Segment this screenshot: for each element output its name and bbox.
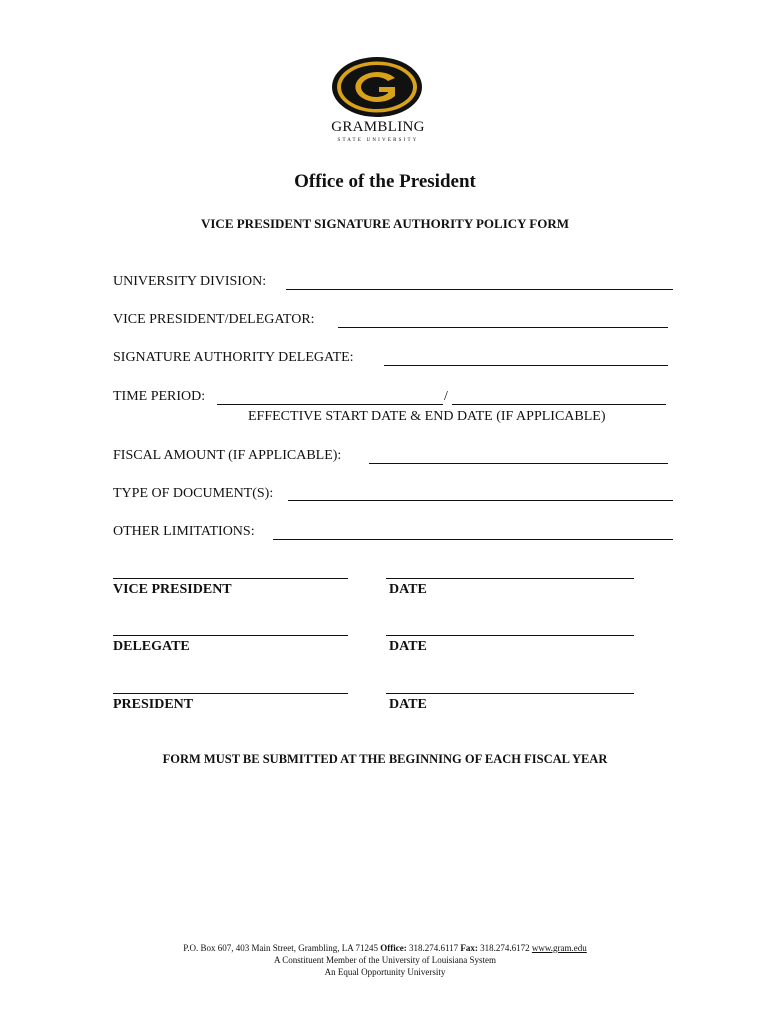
time-separator: / xyxy=(444,389,448,404)
submission-notice: FORM MUST BE SUBMITTED AT THE BEGINNING OF EACH FISCAL YEAR xyxy=(162,752,608,766)
footer-contact xyxy=(0,943,770,953)
footer-website-link[interactable]: www.gram.edu xyxy=(531,943,587,953)
president-date-line[interactable] xyxy=(386,693,634,694)
delegate-signature-line[interactable] xyxy=(113,635,348,636)
footer-address: P.O. Box 607, 403 Main Street, Grambling, LA 71245 xyxy=(183,943,378,953)
wordmark-subtitle: STATE UNIVERSITY xyxy=(337,138,419,143)
university-division-line[interactable] xyxy=(286,289,673,290)
president-label: PRESIDENT xyxy=(113,697,194,712)
start-date-line[interactable] xyxy=(217,404,443,405)
document-types-label: TYPE OF DOCUMENT(S): xyxy=(113,486,274,501)
footer-line-2: A Constituent Member of the University of Louisiana System xyxy=(274,955,496,965)
vp-delegator-line[interactable] xyxy=(338,327,668,328)
vice-president-date-label: DATE xyxy=(389,582,427,597)
wordmark: GRAMBLING xyxy=(331,119,425,135)
office-title: Office of the President xyxy=(294,171,476,192)
footer-office-label: Office: xyxy=(380,943,407,953)
footer-fax-label: Fax: xyxy=(460,943,478,953)
footer-office-phone: 318.274.6117 xyxy=(408,943,459,953)
delegate-label: DELEGATE xyxy=(113,639,190,654)
vice-president-label: VICE PRESIDENT xyxy=(113,582,232,597)
end-date-line[interactable] xyxy=(452,404,666,405)
time-period-label: TIME PERIOD: xyxy=(113,389,206,404)
footer-fax-phone: 318.274.6172 xyxy=(480,943,530,953)
signature-delegate-label: SIGNATURE AUTHORITY DELEGATE: xyxy=(113,350,354,365)
university-division-label: UNIVERSITY DIVISION: xyxy=(113,274,267,289)
fiscal-amount-line[interactable] xyxy=(369,463,668,464)
other-limitations-label: OTHER LIMITATIONS: xyxy=(113,524,255,539)
university-logo xyxy=(331,56,423,118)
president-signature-line[interactable] xyxy=(113,693,348,694)
vice-president-signature-line[interactable] xyxy=(113,578,348,579)
vice-president-date-line[interactable] xyxy=(386,578,634,579)
delegate-date-line[interactable] xyxy=(386,635,634,636)
footer-line-3: An Equal Opportunity University xyxy=(324,967,446,977)
president-date-label: DATE xyxy=(389,697,427,712)
signature-delegate-line[interactable] xyxy=(384,365,668,366)
other-limitations-line[interactable] xyxy=(273,539,673,540)
vp-delegator-label: VICE PRESIDENT/DELEGATOR: xyxy=(113,312,315,327)
document-types-line[interactable] xyxy=(288,500,673,501)
time-period-note: EFFECTIVE START DATE & END DATE (IF APPLICABLE) xyxy=(248,409,606,424)
delegate-date-label: DATE xyxy=(389,639,427,654)
fiscal-amount-label: FISCAL AMOUNT (IF APPLICABLE): xyxy=(113,448,342,463)
form-title: VICE PRESIDENT SIGNATURE AUTHORITY POLICY FORM xyxy=(200,216,570,231)
